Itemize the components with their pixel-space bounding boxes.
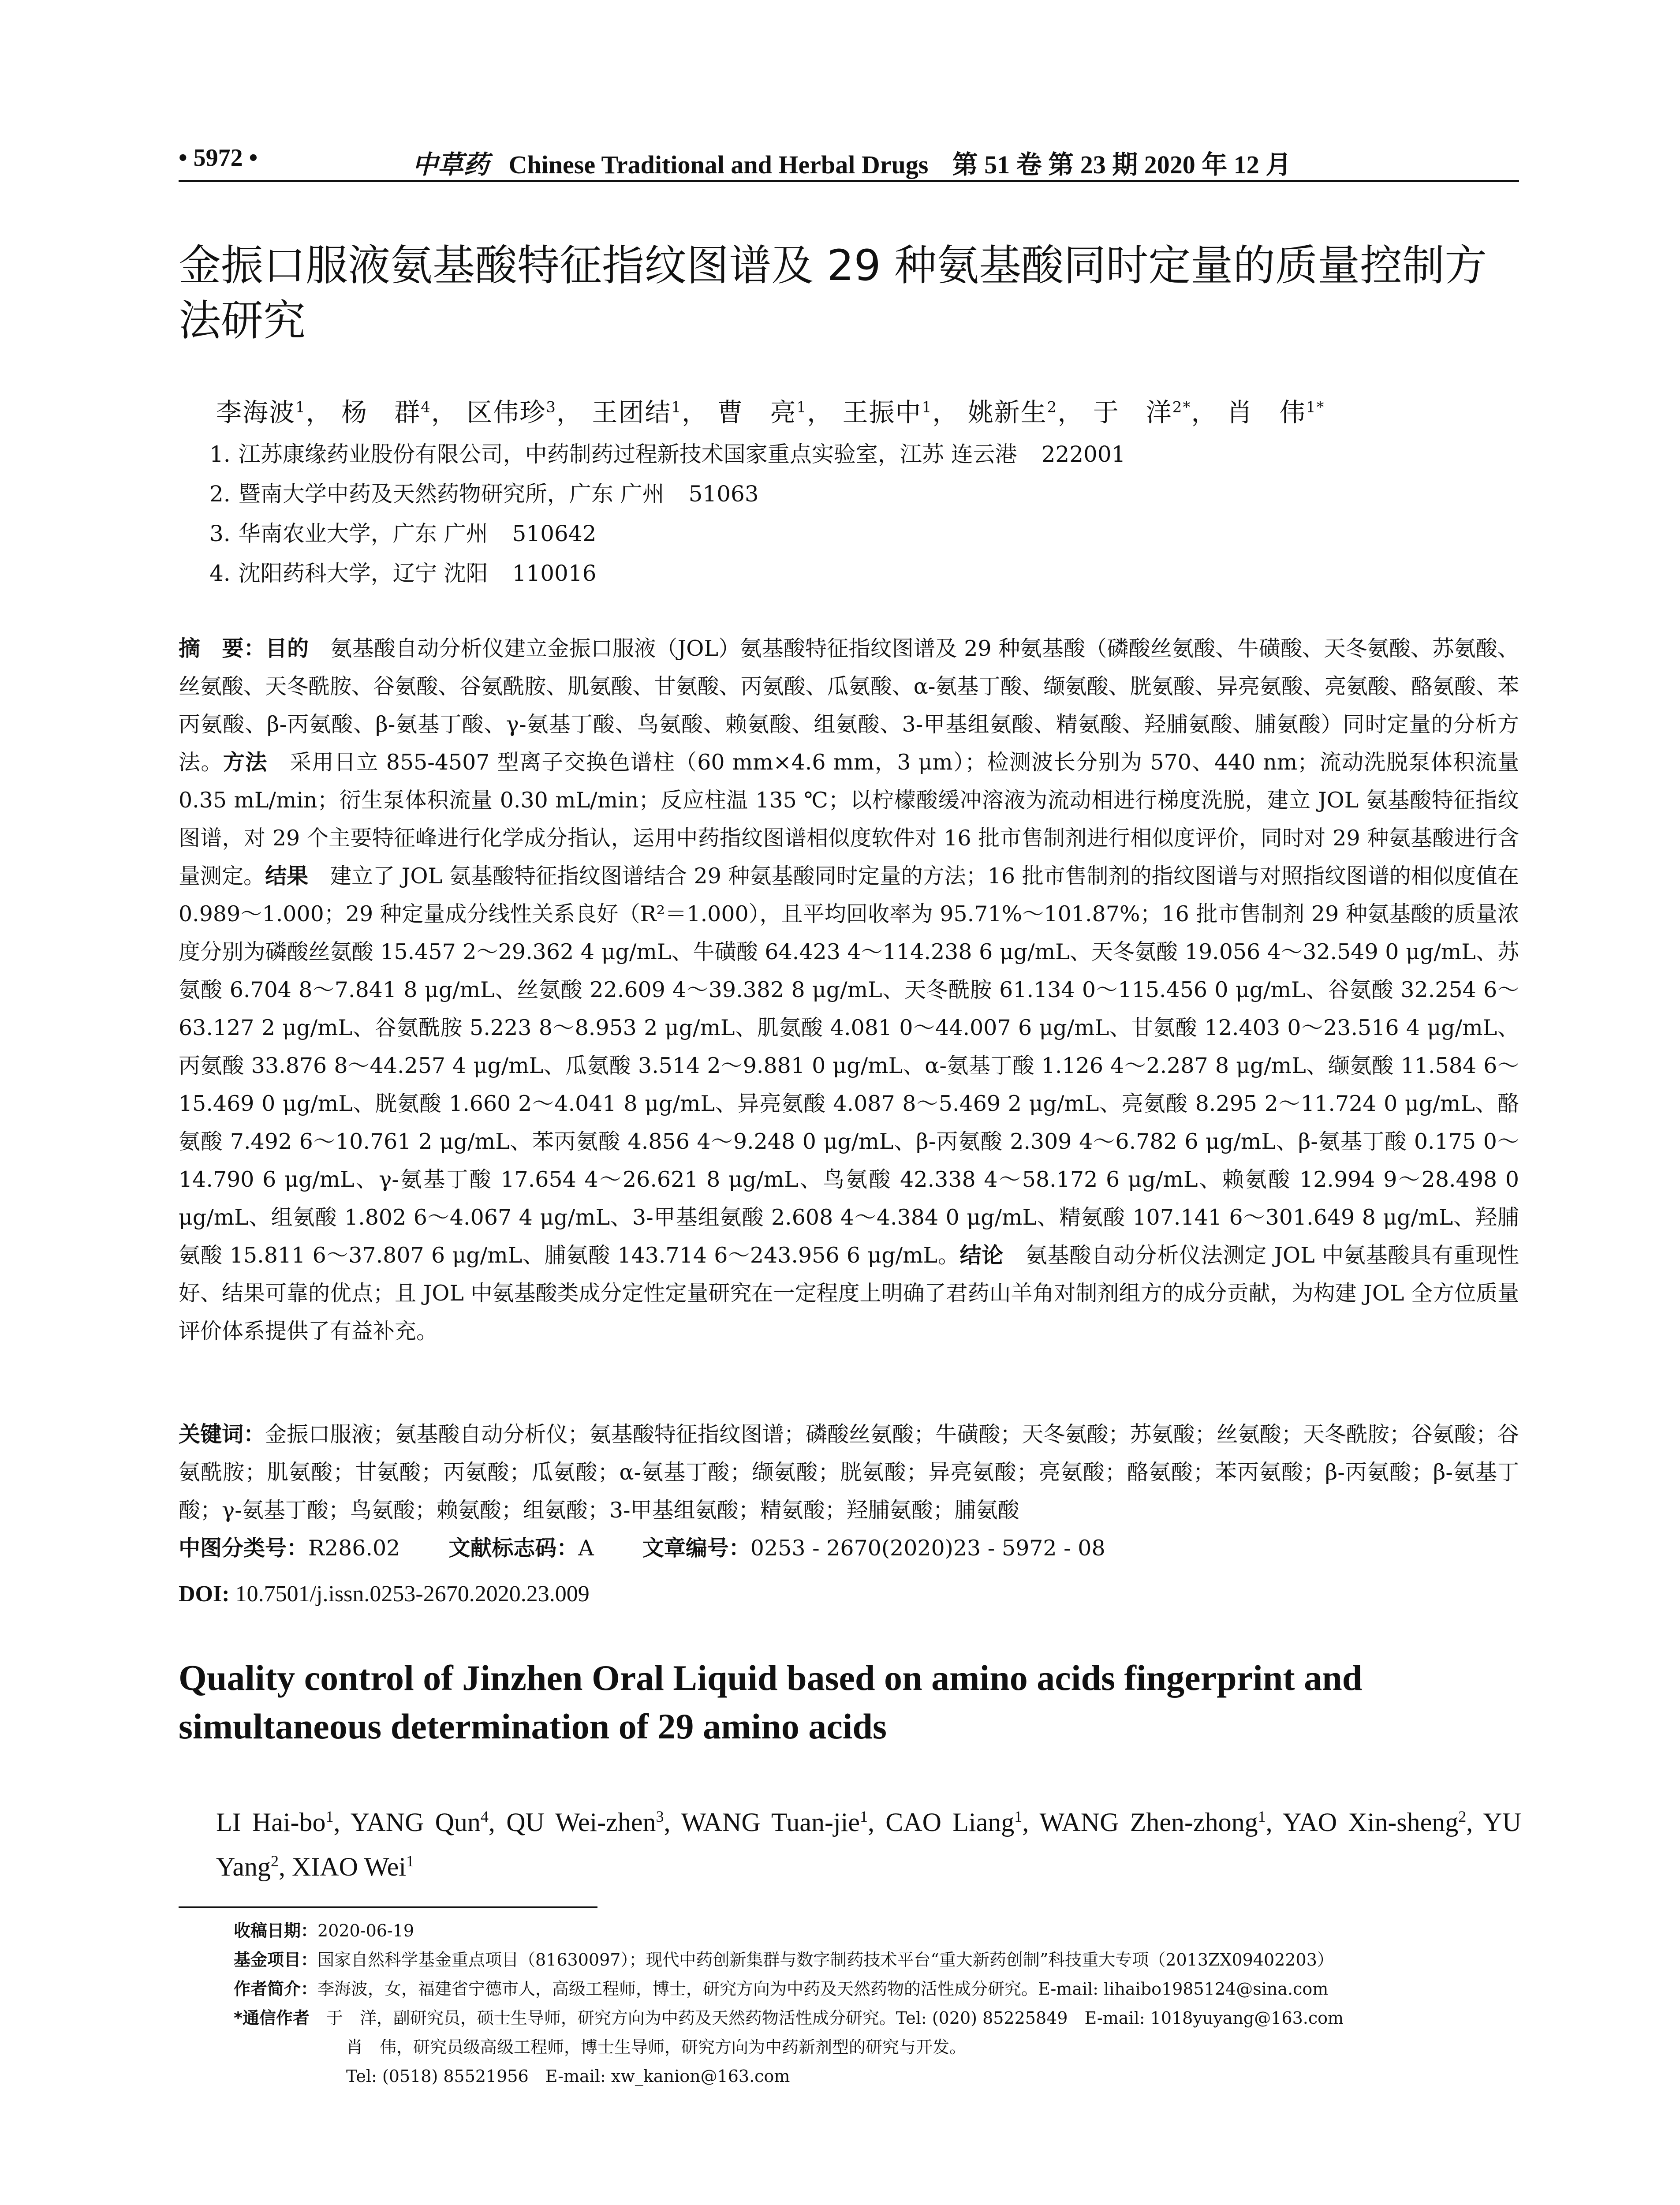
abstract [179, 630, 1519, 1350]
affiliation: 1. 江苏康缘药业股份有限公司，中药制药过程新技术国家重点实验室，江苏 连云港 222001 [209, 441, 1126, 467]
running-header [179, 140, 1519, 182]
affiliation: 2. 暨南大学中药及天然药物研究所，广东 广州 51063 [209, 481, 759, 507]
doi-line: DOI: 10.7501/j.issn.0253-2670.2020.23.009 [179, 1581, 590, 1607]
corresponding-author: *通信作者 于 洋，副研究员，硕士生导师，研究方向为中药及天然药物活性成分研究。Tel: (020) 85225849 E-mail: 1018yuyang@163.com [234, 2008, 1344, 2028]
footnotes [234, 1916, 1521, 2091]
issue-info: 第 51 卷 第 23 期 2020 年 12 月 [952, 150, 1292, 179]
title-en: Quality control of Jinzhen Oral Liquid based on amino acids fingerprint and simultaneous determination of 29 amino acids [179, 1658, 1363, 1746]
author-cn: 杨 群$^4$， [341, 397, 458, 427]
authors-en: LI Hai-$bo^1$, YANG Qun$^4$, QU Wei-zhen$^3$, WANG Tuan-jie$^1$, CAO Liang$^1$, WANG Zhen-zhong$^1$, YAO Xin-sheng$^2$, YU Yang$^2$, XIAO Wei$^1$ [216, 1808, 1522, 1881]
doi-value: 10.7501/j.issn.0253-2670.2020.23.009 [235, 1581, 590, 1607]
author-cn: 区伟珍$^3$， [467, 397, 583, 427]
abstract-label: 摘 要： [179, 636, 265, 661]
author-cn: 王团结$^1$， [592, 397, 708, 427]
abstract-method: 采用日立 855-4507 型离子交换色谱柱（60 mm×4.6 mm，3 μm）；检测波长分别为 570、440 nm；流动洗脱泵体积流量 0.35 mL/min；衍生泵体积流量 0.30 mL/min；反应柱温 135 ℃；以柠檬酸缓冲溶液为流动相进行梯度洗脱，建立 JOL 氨基酸特征指纹图谱，对 29 个主要特征峰进行化学成分指认，运用中药指纹图谱相似度软件对 16 批市售制剂进行相似度评价，同时对 29 种氨基酸进行含量测定。 [179, 750, 1519, 889]
affiliation: 4. 沈阳药科大学，辽宁 沈阳 110016 [209, 561, 597, 586]
method-label: 方法 [223, 750, 268, 775]
journal-line [412, 144, 1291, 181]
abstract-conclusion: 氨基酸自动分析仪法测定 JOL 中氨基酸具有重现性好、结果可靠的优点；且 JOL 中氨基酸类成分定性定量研究在一定程度上明确了君药山羊角对制剂组方的成分贡献，为构建 JOL 全方位质量评价体系提供了有益补充。 [179, 1243, 1519, 1344]
conclusion-label: 结论 [959, 1243, 1004, 1268]
author-cn: 肖 伟$^{1*}$ [1226, 397, 1325, 427]
author-cn: 王振中$^1$， [842, 397, 959, 427]
author-cn: 于 洋$^{2*}$， [1093, 397, 1218, 427]
abstract-purpose: 氨基酸自动分析仪建立金振口服液（JOL）氨基酸特征指纹图谱及 29 种氨基酸（磷酸丝氨酸、牛磺酸、天冬氨酸、苏氨酸、丝氨酸、天冬酰胺、谷氨酸、谷氨酰胺、肌氨酸、甘氨酸、丙氨酸、瓜氨酸、α-氨基丁酸、缬氨酸、胱氨酸、异亮氨酸、亮氨酸、酪氨酸、苯丙氨酸、β-丙氨酸、β-氨基丁酸、γ-氨基丁酸、鸟氨酸、赖氨酸、组氨酸、3-甲基组氨酸、精氨酸、羟脯氨酸、脯氨酸）同时定量的分析方法。 [179, 636, 1519, 775]
abstract-result: 建立了 JOL 氨基酸特征指纹图谱结合 29 种氨基酸同时定量的方法；16 批市售制剂的指纹图谱与对照指纹图谱的相似度值在 0.989～1.000；29 种定量成分线性关系良好（R²＝1.000），且平均回收率为 95.71%～101.87%；16 批市售制剂 29 种氨基酸的质量浓度分别为磷酸丝氨酸 15.457 2～29.362 4 μg/mL、牛磺酸 64.423 4～114.238 6 μg/mL、天冬氨酸 19.056 4～32.549 0 μg/mL、苏氨酸 6.704 8～7.841 8 μg/mL、丝氨酸 22.609 4～39.382 8 μg/mL、天冬酰胺 61.134 0～115.456 0 μg/mL、谷氨酸 32.254 6～63.127 2 μg/mL、谷氨酰胺 5.223 8～8.953 2 μg/mL、肌氨酸 4.081 0～44.007 6 μg/mL、甘氨酸 12.403 0～23.516 4 μg/mL、丙氨酸 33.876 8～44.257 4 μg/mL、瓜氨酸 3.514 2～9.881 0 μg/mL、α-氨基丁酸 1.126 4～2.287 8 μg/mL、缬氨酸 11.584 6～15.469 0 μg/mL、胱氨酸 1.660 2～4.041 8 μg/mL、异亮氨酸 4.087 8～5.469 2 μg/mL、亮氨酸 8.295 2～11.724 0 μg/mL、酪氨酸 7.492 6～10.761 2 μg/mL、苯丙氨酸 4.856 4～9.248 0 μg/mL、β-丙氨酸 2.309 4～6.782 6 μg/mL、β-氨基丁酸 0.175 0～14.790 6 μg/mL、γ-氨基丁酸 17.654 4～26.621 8 μg/mL、鸟氨酸 42.338 4～58.172 6 μg/mL、赖氨酸 12.994 9～28.498 0 μg/mL、组氨酸 1.802 6～4.067 4 μg/mL、3-甲基组氨酸 2.608 4～4.384 0 μg/mL、精氨酸 107.141 6～301.649 8 μg/mL、羟脯氨酸 15.811 6～37.807 6 μg/mL、脯氨酸 143.714 6～243.956 6 μg/mL。 [179, 863, 1519, 1268]
affiliation: 3. 华南农业大学，广东 广州 510642 [209, 521, 597, 546]
title-cn: 金振口服液氨基酸特征指纹图谱及 29 种氨基酸同时定量的质量控制方法研究 [179, 241, 1487, 345]
authors-cn [216, 392, 1325, 429]
corresponding-author-2: 肖 伟，研究员级高级工程师，博士生导师，研究方向为中药新剂型的研究与开发。 [346, 2037, 967, 2057]
classification-line: 中图分类号：R286.02 文献标志码：A 文章编号：0253 - 2670(2020)23 - 5972 - 08 [179, 1536, 1105, 1561]
received-date: 收稿日期：2020-06-19 [234, 1921, 414, 1940]
author-cn: 曹 亮$^1$， [717, 397, 834, 427]
journal-name-cn: 中草药 [412, 149, 489, 179]
corresponding-contact: Tel: (0518) 85521956 E-mail: xw_kanion@163.com [346, 2067, 790, 2086]
fund-info: 基金项目：国家自然科学基金重点项目（81630097）；现代中药创新集群与数字制药技术平台“重大新药创制”科技重大专项（2013ZX09402203） [234, 1950, 1334, 1970]
author-cn: 姚新生$^2$， [967, 397, 1084, 427]
author-bio: 作者简介：李海波，女，福建省宁德市人，高级工程师，博士，研究方向为中药及天然药物的活性成分研究。E-mail: lihaibo1985124@sina.com [234, 1979, 1329, 1999]
result-label: 结果 [265, 863, 309, 889]
author-cn: 李海波$^1$， [216, 397, 332, 427]
keywords-block [179, 1416, 1519, 1567]
journal-name-en: Chinese Traditional and Herbal Drugs [508, 150, 929, 179]
purpose-label: 目的 [265, 636, 309, 661]
footnote-divider [179, 1906, 597, 1908]
keywords: 关键词：金振口服液；氨基酸自动分析仪；氨基酸特征指纹图谱；磷酸丝氨酸；牛磺酸；天冬氨酸；苏氨酸；丝氨酸；天冬酰胺；谷氨酸；谷氨酰胺；肌氨酸；甘氨酸；丙氨酸；瓜氨酸；α-氨基丁酸；缬氨酸；胱氨酸；异亮氨酸；亮氨酸；酪氨酸；苯丙氨酸；β-丙氨酸；β-氨基丁酸；γ-氨基丁酸；鸟氨酸；赖氨酸；组氨酸；3-甲基组氨酸；精氨酸；羟脯氨酸；脯氨酸 [179, 1422, 1519, 1523]
page-number: • 5972 • [179, 144, 258, 172]
